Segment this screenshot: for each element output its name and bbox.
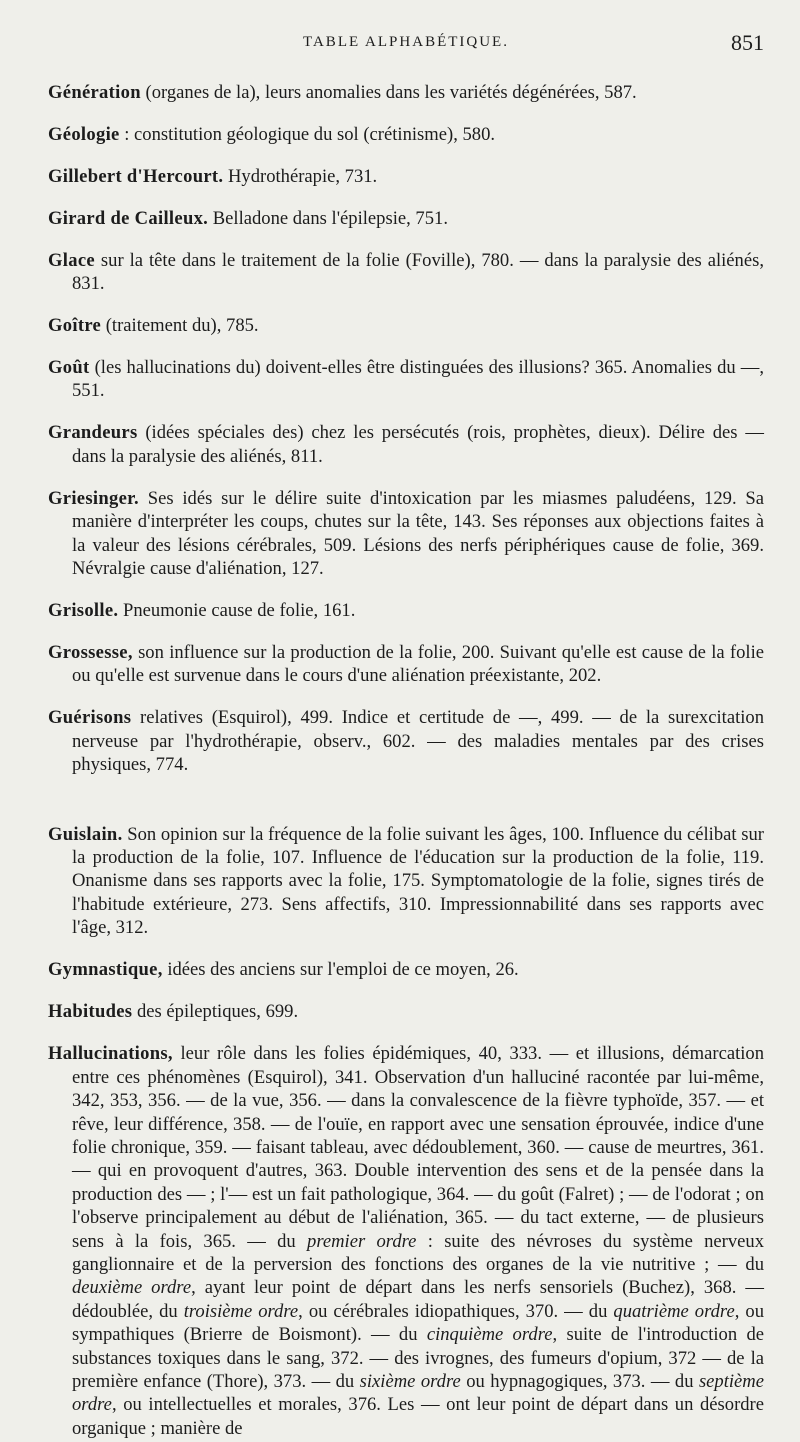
index-entry-gymnastique (48, 958, 764, 981)
entry-text: (les hallucinations du) doivent-elles être distinguées des illusions? 365. Anomalies du —, 551. (72, 357, 764, 402)
index-entry-girard (48, 207, 764, 230)
entry-heading: Girard de Cailleux. (48, 207, 209, 229)
entry-heading: Guislain. (48, 823, 123, 845)
entry-heading: Grisolle. (48, 600, 119, 622)
entry-heading: Hallucinations, (48, 1043, 173, 1065)
entry-heading: Gillebert d'Hercourt. (48, 165, 224, 187)
entry-text: (idées spéciales des) chez les persécutés (rois, prophètes, dieux). Délire des — dans la paralysie des aliénés, 811. (72, 422, 764, 467)
entry-emphasis: cinquième ordre (426, 1324, 553, 1346)
entry-text: idées des anciens sur l'emploi de ce moyen, 26. (162, 959, 519, 981)
index-entry-guerisons (48, 706, 764, 776)
entry-text: , suite de l'introduction de substances toxiques dans le sang, 372. — des ivrognes, des fumeurs d'opium, 372 — de la première enfance (Thore), 373. — du (72, 1324, 764, 1392)
entry-text: leur rôle dans les folies épidémiques, 40, 333. — et illusions, démarcation entre ces phénomènes (Esquirol), 341. Observation d'un halluciné racontée par lui-même, 342, 353, 356. — de la vue, 356. — dans la convalescence de la fièvre typhoïde, 357. — et rêve, leur différence, 358. — de l'ouïe, en rapport avec une sensation éprouvée, indice d'une folie chronique, 359. — faisant tableau, avec dédoublement, 360. — cause de meurtres, 361. — qui en provoquent d'autres, 363. Double intervention des sens et de la pensée dans la production des — ; l'— est un fait pathologique, 364. — du goût (Falret) ; — de l'odorat ; on l'observe principalement au début de l'aliénation, 365. — du tact externe, — de plusieurs sens à la fois, 365. — du (72, 1043, 764, 1252)
index-entry-grisolle (48, 599, 764, 622)
entry-text: des épileptiques, 699. (132, 1001, 299, 1023)
index-entry-hallucinations (48, 1042, 764, 1440)
entry-heading: Goût (48, 357, 90, 378)
index-entry-grossesse (48, 641, 764, 688)
entry-emphasis: troisième ordre (183, 1300, 299, 1322)
index-entry-gout (48, 356, 764, 403)
running-head (48, 30, 764, 58)
entry-heading: Génération (48, 81, 141, 103)
entry-heading: Gymnastique, (48, 959, 163, 981)
entry-emphasis: deuxième ordre (72, 1277, 192, 1299)
entry-emphasis: sixième ordre (359, 1370, 461, 1392)
entry-heading: Habitudes (48, 1001, 133, 1023)
entry-emphasis: quatrième ordre (613, 1300, 735, 1322)
entry-text: Belladone dans l'épilepsie, 751. (208, 207, 448, 229)
entry-text: Pneumonie cause de folie, 161. (118, 600, 356, 622)
index-entry-habitudes (48, 1000, 764, 1023)
index-entry-glace (48, 249, 764, 296)
entry-heading: Goître (48, 315, 102, 336)
entry-text: (organes de la), leurs anomalies dans les variétés dégénérées, 587. (140, 81, 637, 103)
entry-text: , ayant leur point de départ dans les nerfs sensoriels (Buchez), 368. — dédoublée, du (72, 1277, 764, 1322)
entry-text: son influence sur la production de la folie, 200. Suivant qu'elle est cause de la folie ou qu'elle est survenue dans le cours d'une aliénation préexistante, 202. (72, 642, 764, 687)
index-entry-generation (48, 81, 764, 104)
entry-text: , ou cérébrales idiopathiques, 370. — du (298, 1300, 614, 1322)
index-entry-guislain (48, 823, 764, 940)
entry-heading: Griesinger. (48, 487, 139, 509)
entry-text: sur la tête dans le traitement de la folie (Foville), 780. — dans la paralysie des aliénés, 831. (72, 249, 764, 294)
index-entry-grandeurs (48, 421, 764, 468)
entry-text: , ou intellectuelles et morales, 376. Les — ont leur point de départ dans un désordre organique ; manière de (72, 1394, 764, 1439)
entry-text: , ou sympathiques (Brierre de Boismont). — du (72, 1300, 764, 1346)
entry-heading: Glace (48, 249, 95, 271)
index-entry-griesinger (48, 487, 764, 581)
entry-heading: Géologie (48, 123, 120, 145)
entry-text: : constitution géologique du sol (crétinisme), 580. (119, 123, 496, 145)
entry-text: relatives (Esquirol), 499. Indice et certitude de —, 499. — de la surexcitation nerveuse par l'hydrothérapie, observ., 602. — des maladies mentales par des crises physiques, 774. (72, 707, 764, 776)
index-entries (48, 62, 764, 1442)
entry-emphasis: septième ordre (72, 1370, 764, 1416)
index-entry-gillebert (48, 165, 764, 188)
entry-text: Hydrothérapie, 731. (223, 165, 378, 187)
entry-text: Son opinion sur la fréquence de la folie suivant les âges, 100. Influence du célibat sur la production de la folie, 107. Influence de l'éducation sur la production de la folie, 119. Onanisme dans ses rapports avec la folie, 175. Symptomatologie de la folie, signes tirés de l'habitude extérieure, 273. Sens affectifs, 310. Impressionnabilité dans ses rapports avec l'âge, 312. (72, 823, 764, 939)
entry-text: : suite des névroses du système nerveux ganglionnaire et de la perversion des fonctions des organes de la vie nutritive ; — du (72, 1230, 765, 1275)
entry-heading: Grossesse, (48, 642, 133, 664)
entry-heading: Guérisons (48, 707, 132, 729)
entry-text: (traitement du), 785. (101, 315, 259, 336)
entry-text: Ses idés sur le délire suite d'intoxication par les miasmes paludéens, 129. Sa manière d'interpréter les coups, chutes sur la tête, 143. Ses réponses aux objections faites à la valeur des lésions cérébrales, 509. Lésions des nerfs périphériques cause de folie, 369. Névralgie cause d'aliénation, 127. (72, 487, 764, 580)
index-entry-geologie (48, 123, 764, 146)
index-entry-goitre (48, 314, 764, 337)
entry-emphasis: premier ordre (307, 1230, 417, 1252)
running-title: TABLE ALPHABÉTIQUE. (303, 34, 509, 50)
entry-heading: Grandeurs (48, 422, 138, 444)
page-number: 851 (731, 30, 764, 55)
entry-text: ou hypnagogiques, 373. — du (460, 1370, 699, 1392)
